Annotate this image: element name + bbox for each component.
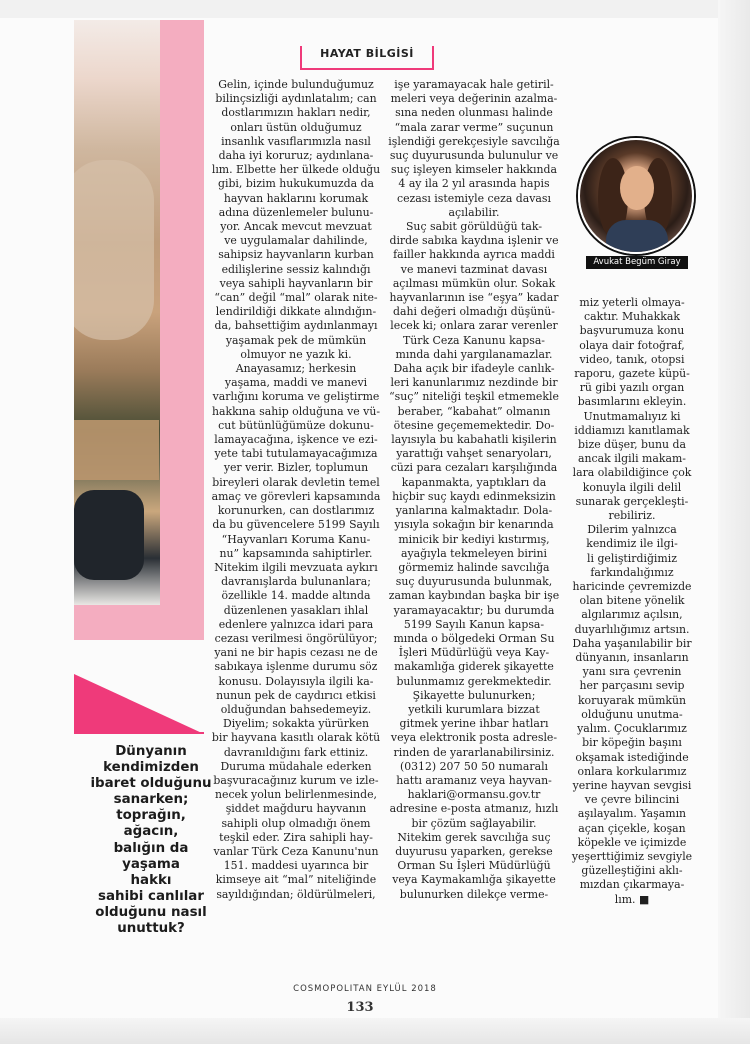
page-number: 133 bbox=[346, 1000, 374, 1015]
pink-frame-bar bbox=[160, 20, 204, 640]
article-column-1: Gelin, içinde bulunduğumuz bilinçsizliği aydınlatalım; can dostlarımızın hakları nedir, onları üstün olduğumuz insanlık vasıflarımızla nasıl daha iyi koruruz; aydınlana- lım. Elbette her ülkede olduğu gibi, bizim hukukumuzda da hayvan haklarını korumak adına düzenlemeler bulunu- yor. Ancak mevcut mevzuat ve uygulamalar dahilinde, sahipsiz hayvanların kurban edilişlerine sessiz kalındığı veya sahipli hayvanların bir “can” değil “mal” olarak nite- lendirildiği dikkate alındığın- da, bahsettiğim aydınlanmayı yaşamak pek de mümkün olmuyor ne yazık ki. Anayasamız; herkesin yaşama, maddi ve manevi varlığını koruma ve geliştirme hakkına sahip olduğuna ve vü- cut bütünlüğümüze dokunu- lamayacağına, işkence ve ezi- yete tabi tutulamayacağımıza yer verir. Bizler, toplumun bireyleri olarak devletin temel amaç ve görevleri kapsamında korunurken, can dostlarımız da bu güvencelere 5199 Sayılı “Hayvanları Koruma Kanu- nu” kapsamında sahiptirler. Nitekim ilgili mevzuata aykırı davranışlarda bulunanlara; özellikle 14. madde altında düzenlenen yasakları ihlal edenlere yalnızca idari para cezası verilmesi öngörülüyor; yani ne bir hapis cezası ne de sabıkaya işlenme durumu söz konusu. Dolayısıyla ilgili ka- nunun pek de caydırıcı etkisi olduğundan bahsedemeyiz. Diyelim; sokakta yürürken bir hayvana kasıtlı olarak kötü davranıldığını fark ettiniz. Duruma müdahale ederken başvuracağınız kurum ve izle- necek yolun belirlenmesinde, şiddet mağduru hayvanın sahipli olup olmadığı önem teşkil eder. Zira sahipli hay- vanlar Türk Ceza Kanunu'nun 151. maddesi uyarınca bir kimseye ait “mal” niteliğinde sayıldığından; öldürülmeleri, bbox=[211, 78, 381, 901]
author-caption: Avukat Begüm Giray bbox=[586, 256, 688, 269]
author-face bbox=[620, 166, 654, 210]
article-column-3: miz yeterli olmaya- caktır. Muhakkak başvurumuza konu olaya dair fotoğraf, video, tanık, otopsi raporu, gazete küpü- rü gibi yazılı organ basımlarını ekleyin. Unutmamalıyız ki iddiamızı kanıtlamak bize düşer, bunu da ancak ilgili makam- lara olabildiğince çok konuyla ilgili delil sunarak gerçekleşti- rebiliriz. Dilerim yalnızca kendimiz ile ilgi- li geliştirdiğimiz farkındalığımız haricinde çevremizde olan bitene yönelik algılarımız açılsın, duyarlılığımız artsın. Daha yaşanılabilir bir dünyanın, insanların yanı sıra çevrenin her parçasını sevip koruyarak mümkün olduğunu unutma- yalım. Çocuklarımız bir köpeğin başını okşamak istediğinde onlara korkularımız yerine hayvan sevgisi ve çevre bilincini aşılayalım. Yaşamın açan çiçekle, koşan köpekle ve içimizde yeşerttiğimiz sevgiyle güzelleştiğini aklı- mızdan çıkarmaya- lım. ■ bbox=[571, 296, 693, 906]
scan-edge-top bbox=[0, 0, 750, 18]
pull-quote: Dünyanın kendimizden ibaret olduğunu sanarken; toprağın, ağacın, balığın da yaşama hakkı sahibi canlılar olduğunu nasıl unuttuk? bbox=[90, 744, 212, 937]
pink-frame-bottom bbox=[74, 605, 204, 640]
scan-edge-bottom bbox=[0, 1018, 750, 1044]
article-photo bbox=[74, 20, 160, 605]
section-title: HAYAT BİLGİSİ bbox=[320, 47, 414, 60]
author-body bbox=[606, 220, 668, 254]
pink-rule bbox=[74, 732, 204, 734]
scan-edge-right bbox=[718, 0, 750, 1044]
photo-detail bbox=[74, 420, 159, 480]
author-photo bbox=[578, 138, 694, 254]
article-column-2: işe yaramayacak hale getiril- meleri veya değerinin azalma- sına neden olunması halinde “mala zarar verme” suçunun işlendiği gerekçesiyle savcılığa suç duyurusunda bulunulur ve suç işleyen kimseler hakkında 4 ay ila 2 yıl arasında hapis cezası istemiyle ceza davası açılabilir. Suç sabit görüldüğü tak- dirde sabıka kaydına işlenir ve failler hakkında ayrıca maddi ve manevi tazminat davası açılması mümkün olur. Sokak hayvanlarının ise “eşya” kadar dahi değeri olmadığı düşünü- lecek ki; onlara zarar verenler Türk Ceza Kanunu kapsa- mında dahi yargılanamazlar. Daha açık bir ifadeyle canlık- leri kanunlarımız nezdinde bir “suç” niteliği teşkil etmemekle beraber, “kabahat” olmanın ötesine geçememektedir. Do- layısıyla bu kabahatli kişilerin yarattığı vahşet senaryoları, cüzi para cezaları karşılığında kapanmakta, yaptıkları da hiçbir suç kaydı edinmeksizin yanlarına kalmaktadır. Dola- yısıyla sokağın bir kenarında minicik bir kediyi kıstırmış, ayağıyla tekmeleyen birini görmemiz halinde savcılığa suç duyurusunda bulunmak, zaman kaybından başka bir işe yaramayacaktır; bu durumda 5199 Sayılı Kanun kapsa- mında o bölgedeki Orman Su İşleri Müdürlüğü veya Kay- makamlığa giderek şikayette bulunmamız gerekmektedir. Şikayette bulunurken; yetkili kurumlara bizzat gitmek yerine ihbar hatları veya elektronik posta adresle- rinden de yararlanabilirsiniz. (0312) 207 50 50 numaralı hattı aramanız veya hayvan- haklari@ormansu.gov.tr adresine e-posta atmanız, hızlı bir çözüm sağlayabilir. Nitekim gerek savcılığa suç duyurusu yaparken, gerekse Orman Su İşleri Müdürlüğü veya Kaymakamlığa şikayette bulunurken dilekçe verme- bbox=[388, 78, 560, 901]
photo-detail bbox=[74, 490, 144, 580]
photo-detail bbox=[74, 160, 154, 340]
magazine-footer: COSMOPOLITAN EYLÜL 2018 bbox=[293, 984, 437, 994]
pink-triangle-accent bbox=[74, 674, 204, 734]
